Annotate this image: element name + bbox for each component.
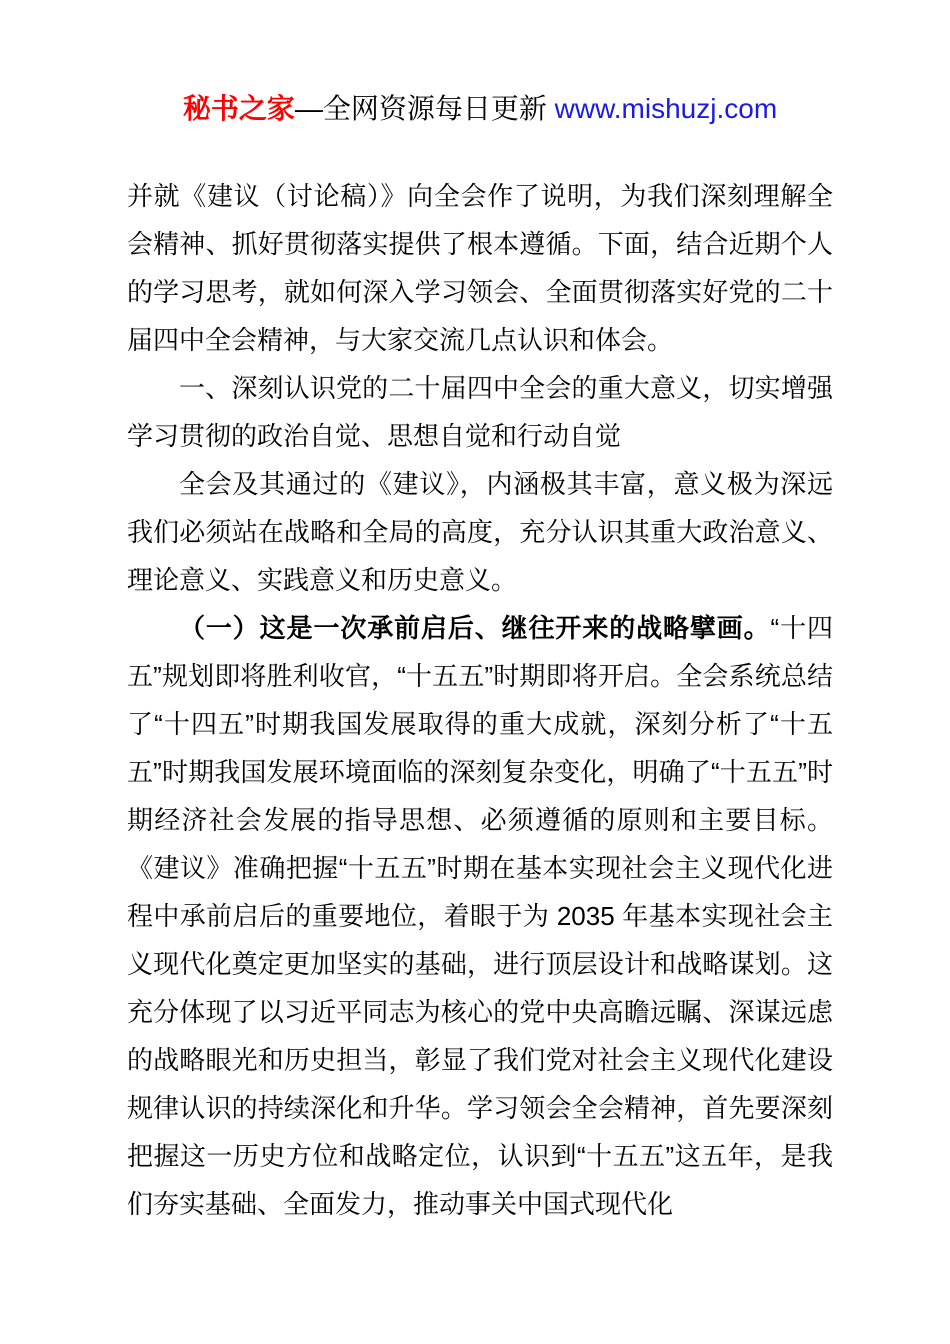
site-url-link[interactable]: www.mishuzj.com	[554, 93, 778, 124]
body-paragraph-continuation: 并就《建议（讨论稿）》向全会作了说明，为我们深刻理解全会精神、抓好贯彻落实提供了根本遵循。下面，结合近期个人的学习思考，就如何深入学习领会、全面贯彻落实好党的二十届四中全会精神，与大家交流几点认识和体会。	[127, 181, 833, 355]
site-tagline: —全网资源每日更新	[294, 93, 555, 124]
document-body	[127, 172, 833, 1228]
page-header	[127, 90, 833, 128]
point-one-bold-lead: （一）这是一次承前启后、继往开来的战略擘画。	[179, 613, 771, 643]
body-paragraph-overview: 全会及其通过的《建议》，内涵极其丰富，意义极为深远我们必须站在战略和全局的高度，充分认识其重大政治意义、理论意义、实践意义和历史意义。	[127, 469, 833, 595]
section-heading-one: 一、深刻认识党的二十届四中全会的重大意义，切实增强学习贯彻的政治自觉、思想自觉和行动自觉	[127, 373, 833, 451]
site-brand: 秘书之家	[182, 93, 295, 124]
body-paragraph-point-one	[127, 604, 833, 1228]
point-one-body-text: “十四五”规划即将胜利收官，“十五五”时期即将开启。全会系统总结了“十四五”时期我国发展取得的重大成就，深刻分析了“十五五”时期我国发展环境面临的深刻复杂变化，明确了“十五五”时期经济社会发展的指导思想、必须遵循的原则和主要目标。《建议》准确把握“十五五”时期在基本实现社会主义现代化进程中承前启后的重要地位，着眼于为 2035 年基本实现社会主义现代化奠定更加坚实的基础，进行顶层设计和战略谋划。这充分体现了以习近平同志为核心的党中央高瞻远瞩、深谋远虑的战略眼光和历史担当，彰显了我们党对社会主义现代化建设规律认识的持续深化和升华。学习领会全会精神，首先要深刻把握这一历史方位和战略定位，认识到“十五五”这五年，是我们夯实基础、全面发力，推动事关中国式现代化	[127, 613, 833, 1219]
